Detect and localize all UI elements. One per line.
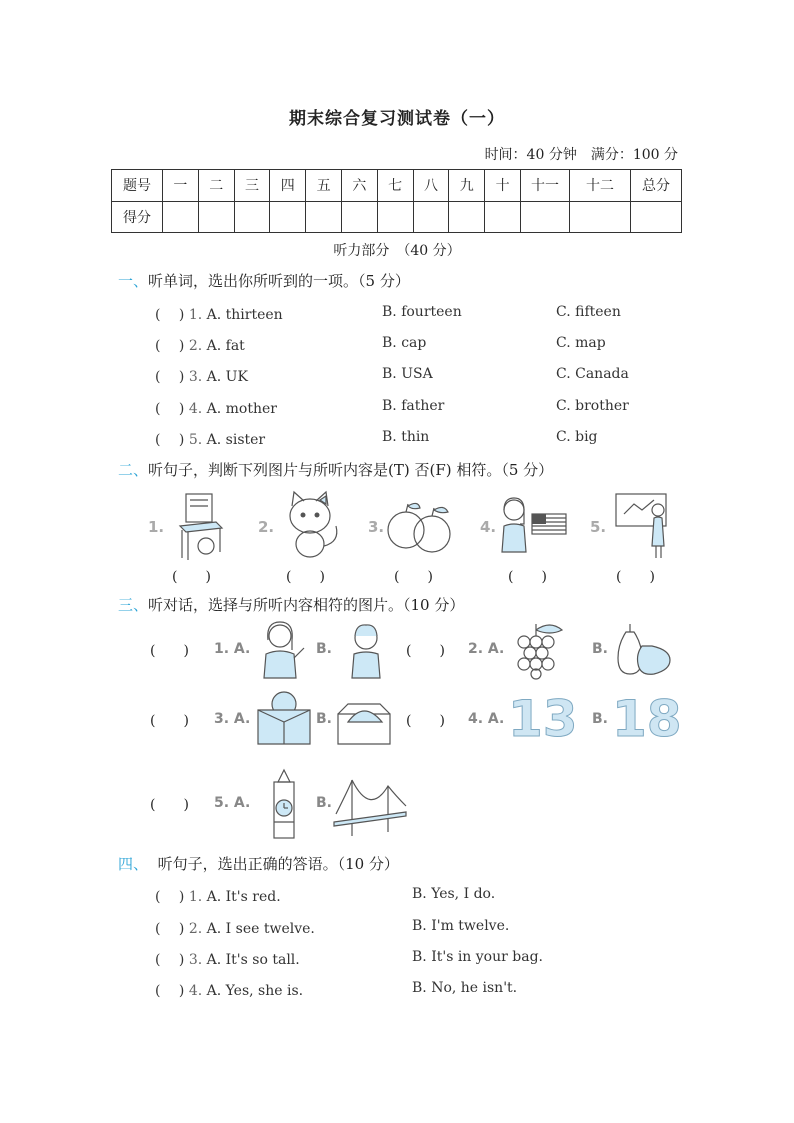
woman-head — [269, 625, 291, 647]
answer-paren[interactable]: ( ) — [150, 797, 189, 813]
section-number: 二、 — [118, 461, 149, 479]
option-c: C. fifteen — [556, 304, 621, 320]
section-number: 一、 — [118, 272, 149, 290]
girl-body — [502, 524, 526, 552]
section-2-heading — [118, 459, 553, 480]
option-b: B. thin — [382, 429, 430, 445]
section-number: 三、 — [118, 596, 149, 614]
picture-label: 2. — [258, 518, 275, 536]
score-empty-cell[interactable] — [234, 201, 270, 233]
question-number: 3. — [188, 952, 203, 968]
section-text: 听句子，选出正确的答语。（10 分） — [157, 855, 399, 873]
question-number: 5. A. — [214, 795, 251, 811]
answer-paren[interactable]: ( ) — [150, 713, 189, 729]
answer-paren[interactable]: ( ) — [394, 569, 433, 585]
option-c: C. big — [556, 429, 598, 445]
boy-image — [346, 620, 386, 680]
score-cell: 十二 — [570, 170, 631, 202]
option-a: A. UK — [206, 369, 248, 385]
question-number: 4. — [188, 983, 203, 999]
score-cell: 十 — [485, 170, 521, 202]
score-empty-cell[interactable] — [631, 201, 682, 233]
option-b-label: B. — [592, 641, 608, 657]
answer-paren[interactable]: ( ) — [155, 401, 185, 417]
girl-head — [504, 500, 524, 520]
score-row-label: 得分 — [112, 201, 163, 233]
chair-image — [172, 492, 230, 562]
tower-spire — [278, 770, 290, 782]
option-b-label: B. — [592, 711, 608, 727]
number-18-image: 18 — [612, 690, 682, 748]
teacher-board-image — [612, 490, 672, 562]
option-c: C. Canada — [556, 366, 629, 382]
option-b: B. I'm twelve. — [412, 918, 510, 934]
cat-image — [280, 490, 344, 562]
bridge-image — [334, 776, 408, 838]
grape-leaf — [536, 624, 562, 636]
ball — [348, 711, 382, 722]
score-cell: 二 — [198, 170, 234, 202]
option-b: B. cap — [382, 335, 427, 351]
option-a: A. I see twelve. — [206, 921, 315, 937]
answer-paren[interactable]: ( ) — [406, 713, 445, 729]
score-empty-cell[interactable] — [449, 201, 485, 233]
score-table-score-row — [112, 201, 682, 233]
option-a: A. Yes, she is. — [206, 983, 304, 999]
option-a: A. It's red. — [206, 889, 281, 905]
section-text: 听句子，判断下列图片与所听内容是(T) 否(F) 相符。（5 分） — [148, 461, 554, 479]
option-b: B. USA — [382, 366, 433, 382]
apple-stem — [406, 504, 408, 512]
grape — [518, 636, 530, 648]
cat-eye — [301, 513, 306, 518]
number-13-image: 13 — [508, 690, 578, 748]
question-number: 5. — [188, 432, 203, 448]
cat-ear — [292, 492, 304, 506]
grape — [542, 636, 554, 648]
apple-stem — [432, 508, 434, 516]
picture-label: 3. — [368, 518, 385, 536]
question-number: 2. — [188, 338, 203, 354]
grape — [536, 647, 548, 659]
answer-paren[interactable]: ( ) — [172, 569, 211, 585]
answer-paren[interactable]: ( ) — [508, 569, 547, 585]
score-cell: 总分 — [631, 170, 682, 202]
s1-item-1 — [155, 304, 283, 324]
answer-paren[interactable]: ( ) — [406, 643, 445, 659]
option-a: A. It's so tall. — [206, 952, 300, 968]
question-number: 2. — [188, 921, 203, 937]
answer-paren[interactable]: ( ) — [155, 889, 185, 905]
option-b-label: B. — [316, 795, 332, 811]
score-empty-cell[interactable] — [521, 201, 570, 233]
chair-seat — [180, 522, 222, 532]
option-a: A. mother — [206, 401, 277, 417]
score-cell: 题号 — [112, 170, 163, 202]
score-cell: 一 — [163, 170, 199, 202]
picture-label: 1. — [148, 518, 165, 536]
score-cell: 九 — [449, 170, 485, 202]
question-number: 2. A. — [468, 641, 505, 657]
score-table-header-row — [112, 170, 682, 202]
picture-label: 5. — [590, 518, 607, 536]
score-cell: 七 — [377, 170, 413, 202]
section-4-heading — [118, 853, 399, 874]
grape — [518, 658, 530, 670]
picture-label: 4. — [480, 518, 497, 536]
option-a: A. thirteen — [206, 307, 283, 323]
s4-item-1 — [155, 886, 281, 906]
option-b: B. No, he isn't. — [412, 980, 518, 996]
answer-paren[interactable]: ( ) — [286, 569, 325, 585]
question-number: 1. — [188, 889, 203, 905]
score-empty-cell[interactable] — [306, 201, 342, 233]
score-empty-cell[interactable] — [377, 201, 413, 233]
question-number: 1. — [188, 307, 203, 323]
question-number: 1. A. — [214, 641, 251, 657]
pear — [638, 646, 671, 674]
answer-paren[interactable]: ( ) — [155, 952, 185, 968]
apple — [388, 512, 424, 548]
ball-in-box-image — [254, 690, 316, 748]
answer-paren[interactable]: ( ) — [155, 338, 185, 354]
apple-leaf — [434, 507, 448, 512]
score-empty-cell[interactable] — [485, 201, 521, 233]
score-cell: 六 — [341, 170, 377, 202]
s1-item-5 — [155, 429, 265, 449]
bridge-deck — [334, 812, 406, 826]
part-title: 听力部分 （40 分） — [333, 243, 461, 259]
score-empty-cell[interactable] — [341, 201, 377, 233]
answer-paren[interactable]: ( ) — [616, 569, 655, 585]
apples-image — [386, 498, 456, 554]
chair-back — [186, 494, 212, 522]
s4-item-2 — [155, 918, 315, 938]
option-c: C. brother — [556, 398, 629, 414]
option-a: A. sister — [206, 432, 266, 448]
section-number: 四、 — [118, 855, 149, 873]
section-text: 听单词，选出你所听到的一项。（5 分） — [148, 272, 410, 290]
score-empty-cell[interactable] — [270, 201, 306, 233]
answer-paren[interactable]: ( ) — [155, 369, 185, 385]
boy-hair — [355, 625, 377, 636]
grape — [530, 636, 542, 648]
score-cell: 十一 — [521, 170, 570, 202]
answer-paren[interactable]: ( ) — [155, 307, 185, 323]
section-1-heading — [118, 270, 410, 291]
option-c: C. map — [556, 335, 606, 351]
big-ben-image — [266, 768, 302, 840]
s4-item-3 — [155, 949, 300, 969]
ball-beside-box-image — [334, 692, 396, 748]
answer-paren[interactable]: ( ) — [155, 983, 185, 999]
bridge-cable — [336, 780, 406, 814]
question-number: 4. A. — [468, 711, 505, 727]
chair-wheel — [198, 538, 214, 554]
question-number: 3. A. — [214, 711, 251, 727]
score-empty-cell[interactable] — [413, 201, 449, 233]
woman-hair — [268, 622, 293, 650]
girl-flag-image — [494, 494, 570, 556]
score-cell: 四 — [270, 170, 306, 202]
option-b: B. Yes, I do. — [412, 886, 496, 902]
option-b: B. fourteen — [382, 304, 462, 320]
option-b: B. father — [382, 398, 445, 414]
score-empty-cell[interactable] — [163, 201, 199, 233]
boy-body — [352, 652, 380, 678]
woman-image — [258, 618, 308, 680]
time-info: 时间：40 分钟 满分：100 分 — [484, 147, 678, 163]
score-empty-cell[interactable] — [570, 201, 631, 233]
answer-paren[interactable]: ( ) — [155, 432, 185, 448]
flag-canton — [532, 514, 546, 524]
score-cell: 五 — [306, 170, 342, 202]
answer-paren[interactable]: ( ) — [150, 643, 189, 659]
pears-image — [612, 624, 672, 678]
cat-tail — [324, 526, 337, 546]
woman-arm — [294, 648, 304, 658]
question-number: 3. — [188, 369, 203, 385]
board-drawing — [624, 500, 654, 514]
answer-paren[interactable]: ( ) — [155, 921, 185, 937]
teacher-body — [652, 517, 664, 546]
question-number: 4. — [188, 401, 203, 417]
cat-eye — [315, 513, 320, 518]
option-b: B. It's in your bag. — [412, 949, 543, 965]
apple — [414, 516, 450, 552]
option-a: A. fat — [206, 338, 245, 354]
cat-head — [290, 499, 330, 533]
grapes-image — [506, 620, 566, 678]
section-3-heading — [118, 594, 464, 615]
s1-item-2 — [155, 335, 245, 355]
grape — [542, 658, 554, 670]
s4-item-4 — [155, 980, 303, 1000]
section-text: 听对话，选择与所听内容相符的图片。（10 分） — [148, 596, 465, 614]
s1-item-3 — [155, 366, 248, 386]
page-title: 期末综合复习测试卷（一） — [289, 109, 505, 129]
score-cell: 三 — [234, 170, 270, 202]
teacher-head — [652, 504, 664, 516]
score-table — [111, 169, 682, 233]
grape — [524, 647, 536, 659]
apple-leaf — [408, 503, 420, 508]
woman-body — [264, 651, 296, 678]
s1-item-4 — [155, 398, 277, 418]
score-empty-cell[interactable] — [198, 201, 234, 233]
score-cell: 八 — [413, 170, 449, 202]
option-b-label: B. — [316, 711, 332, 727]
cat-body — [296, 531, 324, 557]
grape — [530, 658, 542, 670]
option-b-label: B. — [316, 641, 332, 657]
